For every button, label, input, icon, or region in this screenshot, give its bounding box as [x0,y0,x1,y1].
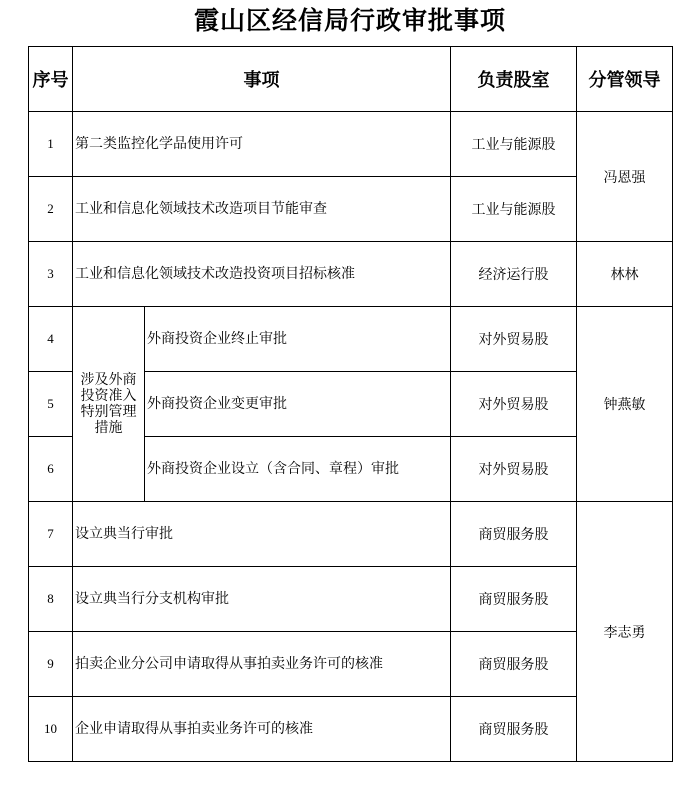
row-item: 工业和信息化领域技术改造项目节能审查 [73,177,451,242]
table-row [29,242,673,307]
table-row [29,632,673,697]
row-number: 1 [29,112,73,177]
header-item: 事项 [73,47,451,112]
row-item: 外商投资企业设立（含合同、章程）审批 [145,437,451,502]
header-row [29,47,673,112]
row-dept: 对外贸易股 [451,437,577,502]
approval-table [28,46,673,762]
table-row [29,112,673,177]
row-dept: 工业与能源股 [451,112,577,177]
row-item: 设立典当行分支机构审批 [73,567,451,632]
table-row [29,567,673,632]
row-leader: 钟燕敏 [577,307,673,502]
table-row [29,307,673,372]
row-dept: 工业与能源股 [451,177,577,242]
row-item: 企业申请取得从事拍卖业务许可的核准 [73,697,451,762]
row-number: 7 [29,502,73,567]
row-item: 拍卖企业分公司申请取得从事拍卖业务许可的核准 [73,632,451,697]
row-dept: 商贸服务股 [451,567,577,632]
header-dept: 负责股室 [451,47,577,112]
row-number: 8 [29,567,73,632]
row-number: 5 [29,372,73,437]
row-item: 外商投资企业变更审批 [145,372,451,437]
header-leader: 分管领导 [577,47,673,112]
row-number: 2 [29,177,73,242]
row-dept: 对外贸易股 [451,307,577,372]
row-dept: 商贸服务股 [451,697,577,762]
table-row [29,502,673,567]
row-dept: 商贸服务股 [451,502,577,567]
row-leader: 林林 [577,242,673,307]
row-leader: 冯恩强 [577,112,673,242]
row-dept: 经济运行股 [451,242,577,307]
row-item: 第二类监控化学品使用许可 [73,112,451,177]
row-item: 外商投资企业终止审批 [145,307,451,372]
header-no: 序号 [29,47,73,112]
group-label: 涉及外商投资准入特别管理措施 [73,307,145,502]
page-title: 霞山区经信局行政审批事项 [193,6,506,35]
table-row [29,697,673,762]
row-number: 9 [29,632,73,697]
row-number: 6 [29,437,73,502]
row-number: 4 [29,307,73,372]
row-leader: 李志勇 [577,502,673,762]
row-number: 10 [29,697,73,762]
table-row [29,177,673,242]
row-dept: 对外贸易股 [451,372,577,437]
row-item: 工业和信息化领域技术改造投资项目招标核准 [73,242,451,307]
row-number: 3 [29,242,73,307]
row-item: 设立典当行审批 [73,502,451,567]
row-dept: 商贸服务股 [451,632,577,697]
